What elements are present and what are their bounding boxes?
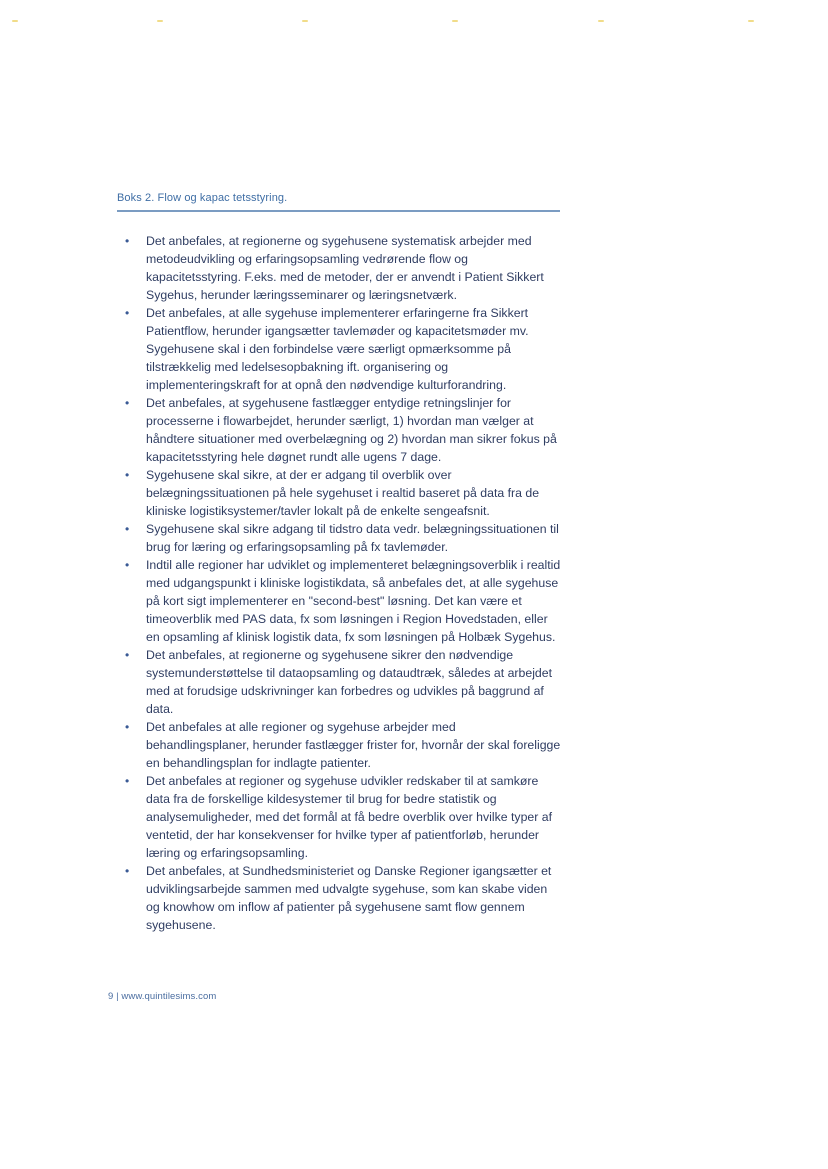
scan-mark	[12, 20, 18, 22]
list-item	[122, 556, 562, 646]
bullet-icon: •	[125, 396, 130, 410]
scan-mark	[748, 20, 754, 22]
list-item	[122, 304, 562, 394]
bullet-icon: •	[125, 468, 130, 482]
list-item-text: Det anbefales, at Sundhedsministeriet og Danske Regioner igangsætter et udviklingsarbejde sammen med udvalgte sygehuse, som kan skabe viden og knowhow om inflow af patienter på sygehusene samt flow gennem sygehusene.	[146, 864, 552, 932]
scan-mark	[302, 20, 308, 22]
bullet-icon: •	[125, 234, 130, 248]
scan-mark	[598, 20, 604, 22]
list-item	[122, 520, 562, 556]
box-title: Boks 2. Flow og kapac tetsstyring.	[117, 192, 288, 204]
list-item-text: Sygehusene skal sikre, at der er adgang til overblik over belægningssituationen på hele sygehuset i realtid baseret på data fra de kliniske logistiksystemer/tavler lokalt på de enkelte sengeafsnit.	[146, 468, 540, 518]
scan-mark	[157, 20, 163, 22]
list-item	[122, 772, 562, 862]
list-item	[122, 466, 562, 520]
bullet-icon: •	[125, 648, 130, 662]
list-item-text: Det anbefales, at regionerne og sygehusene sikrer den nødvendige systemunderstøttelse til dataopsamling og dataudtræk, således at arbejdet med at forudsige udskrivninger kan forbedres og udvikles på baggrund af data.	[146, 648, 553, 716]
bullet-icon: •	[125, 864, 130, 878]
bullet-icon: •	[125, 522, 130, 536]
list-item	[122, 646, 562, 718]
bullet-icon: •	[125, 720, 130, 734]
list-item	[122, 232, 562, 304]
box-divider	[117, 210, 560, 212]
list-item-text: Sygehusene skal sikre adgang til tidstro data vedr. belægningssituationen til brug for læring og erfaringsopsamling på fx tavlemøder.	[146, 522, 559, 554]
page-footer: 9 | www.quintilesims.com	[108, 991, 217, 1002]
list-item-text: Det anbefales at alle regioner og sygehuse arbejder med behandlingsplaner, herunder fastlægger frister for, hvornår der skal foreligge en behandlingsplan for indlagte patienter.	[146, 720, 561, 770]
list-item	[122, 718, 562, 772]
recommendation-list	[122, 232, 562, 934]
bullet-icon: •	[125, 774, 130, 788]
bullet-icon: •	[125, 558, 130, 572]
list-item-text: Indtil alle regioner har udviklet og implementeret belægningsoverblik i realtid med udgangspunkt i kliniske logistikdata, så anbefales det, at alle sygehuse på kort sigt implementerer en "second-best" løsning. Det kan være et timeoverblik med PAS data, fx som løsningen i Region Hovedstaden, eller en opsamling af klinisk logistik data, fx som løsningen på Holbæk Sygehus.	[146, 558, 561, 644]
list-item-text: Det anbefales, at regionerne og sygehusene systematisk arbejder med metodeudvikling og erfaringsopsamling vedrørende flow og kapacitetsstyring. F.eks. med de metoder, der er anvendt i Patient Sikkert Sygehus, herunder læringsseminarer og læringsnetværk.	[146, 234, 544, 302]
list-item	[122, 394, 562, 466]
list-item-text: Det anbefales, at sygehusene fastlægger entydige retningslinjer for processerne i flowarbejdet, herunder særligt, 1) hvordan man vælger at håndtere situationer med overbelægning og 2) hvordan man sikrer fokus på kapacitetsstyring hele døgnet rundt alle ugens 7 dage.	[146, 396, 557, 464]
scan-mark	[452, 20, 458, 22]
list-item	[122, 862, 562, 934]
list-item-text: Det anbefales, at alle sygehuse implementerer erfaringerne fra Sikkert Patientflow, herunder igangsætter tavlemøder og kapacitetsmøder mv. Sygehusene skal i den forbindelse være særligt opmærksomme på tilstrækkelig med ledelsesopbakning ift. organisering og implementeringskraft for at opnå den nødvendige kulturforandring.	[146, 306, 529, 392]
list-item-text: Det anbefales at regioner og sygehuse udvikler redskaber til at samkøre data fra de forskellige kildesystemer til brug for bedre statistik og analysemuligheder, med det formål at få bedre overblik over hvilke typer af ventetid, der har konsekvenser for hvilke typer af patientforløb, herunder læring og erfaringsopsamling.	[146, 774, 553, 860]
scan-artifacts	[0, 20, 828, 30]
bullet-icon: •	[125, 306, 130, 320]
